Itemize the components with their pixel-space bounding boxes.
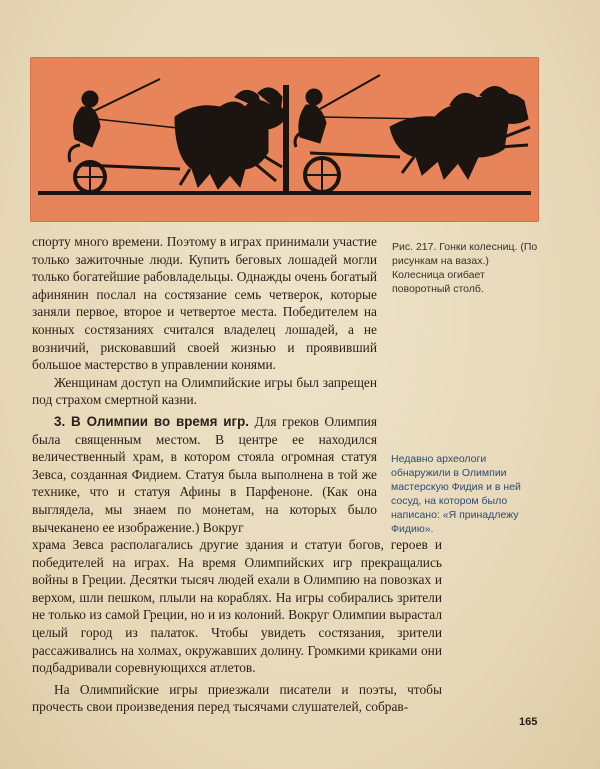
ground-line bbox=[38, 191, 531, 195]
paragraph-3-continued: храма Зевса располагались другие здания и статуи богов, героев и победителей на играх. На время Олимпийских игр прекращались войны в Греции. Десятки тысяч людей ехали в Олимпию на повозках и верхом, шли пешком, плыли на кораблях. На игры собирались зрители не только из самой Греции, но и из колоний. Вокруг Олимпии вырастал целый город из палаток. Чтобы увидеть состязания, зрители рассаживались на холмах, окружавших долину. Громкими криками они подбадривали соревнующихся атлетов. bbox=[32, 537, 442, 676]
right-chariot bbox=[295, 75, 530, 192]
page-number: 165 bbox=[519, 716, 538, 728]
left-chariot bbox=[69, 79, 286, 192]
paragraph-4: На Олимпийские игры приезжали писатели и поэты, чтобы прочесть свои произведения перед тысячами слушателей, собрав- bbox=[32, 681, 442, 715]
paragraph-3 bbox=[32, 413, 377, 536]
figure-caption: Рис. 217. Гонки колесниц. (По рисункам на вазах.) Колесница огибает поворотный столб. bbox=[392, 241, 538, 295]
margin-note: Недавно археологи обнаружили в Олимпии мастерскую Фидия и в ней сосуд, на котором было написано: «Я принадлежу Фидию». bbox=[391, 453, 521, 535]
section-heading: 3. В Олимпии во время игр. bbox=[54, 413, 250, 429]
main-text bbox=[32, 233, 442, 716]
paragraph-3-text: Для греков Олимпия была священным местом. В центре ее находился величественный храм, в котором стояла огромная статуя Зевса, созданная Фидием. Статуя была выполнена в той же технике, что и статуя Афины в Парфеноне. (Как она выглядела, мы знаем по монетам, на которых было вычеканено ее изображение.) Вокруг bbox=[32, 413, 377, 535]
chariot-race-illustration bbox=[30, 57, 539, 222]
turning-post bbox=[283, 85, 289, 191]
paragraph-1: спорту много времени. Поэтому в играх принимали участие только зажиточные люди. Купить беговых лошадей могли только богатейшие рабовладельцы. Однажды очень богатый афинянин послал на состязание семь четверок, которые заняли первое, второе и четвертое места. Победителем на конных состязаниях считался владелец лошадей, а не возничий, рисковавший своей жизнью и проявивший большое мастерство в управлении конями. bbox=[32, 234, 377, 373]
paragraph-2: Женщинам доступ на Олимпийские игры был запрещен под страхом смертной казни. bbox=[32, 374, 377, 408]
